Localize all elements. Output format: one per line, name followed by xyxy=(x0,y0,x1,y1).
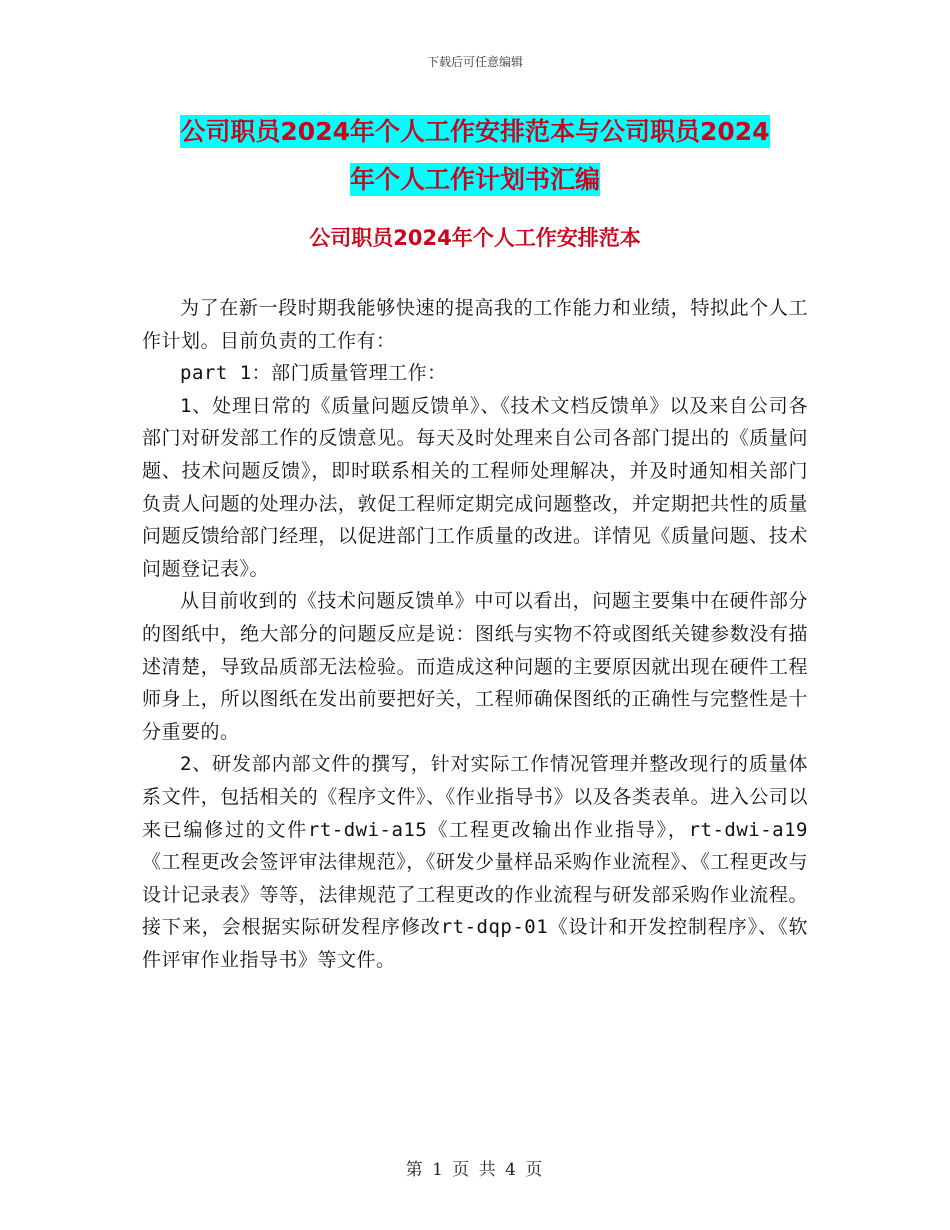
paragraph-item-1: 1、处理日常的《质量问题反馈单》、《技术文档反馈单》以及来自公司各部门对研发部工作的反馈意见。每天及时处理来自公司各部门提出的《质量问题、技术问题反馈》，即时联系相关的工程师处理解决，并及时通知相关部门负责人问题的处理办法，敦促工程师定期完成问题整改，并定期把共性的质量问题反馈给部门经理，以促进部门工作质量的改进。详情见《质量问题、技术问题登记表》。 xyxy=(142,394,808,580)
document-title-line-1: 公司职员2024年个人工作安排范本与公司职员2024 xyxy=(180,117,770,146)
page-number-footer: 第 1 页 共 4 页 xyxy=(405,1160,545,1180)
paragraph-part-1: part 1：部门质量管理工作： xyxy=(180,362,447,385)
paragraph-item-2: 2、研发部内部文件的撰写，针对实际工作情况管理并整改现行的质量体系文件，包括相关的《程序文件》、《作业指导书》以及各类表单。进入公司以来已编修过的文件rt-dwi-a15《工程更改输出作业指导》，rt-dwi-a19《工程更改会签评审法律规范》，《研发少量样品采购作业流程》、《工程更改与设计记录表》等等，法律规范了工程更改的作业流程与研发部采购作业流程。接下来，会根据实际研发程序修改rt-dqp-01《设计和开发控制程序》、《软件评审作业指导书》等文件。 xyxy=(142,753,808,971)
paragraph-intro: 为了在新一段时期我能够快速的提高我的工作能力和业绩，特拟此个人工作计划。目前负责的工作有： xyxy=(142,297,808,352)
paragraph-analysis: 从目前收到的《技术问题反馈单》中可以看出，问题主要集中在硬件部分的图纸中，绝大部分的问题反应是说：图纸与实物不符或图纸关键参数没有描述清楚，导致品质部无法检验。而造成这种问题的主要原因就出现在硬件工程师身上，所以图纸在发出前要把好关，工程师确保图纸的正确性与完整性是十分重要的。 xyxy=(142,590,808,743)
body-text xyxy=(142,292,808,976)
document-title-line-2: 年个人工作计划书汇编 xyxy=(349,165,600,194)
document-title xyxy=(140,108,810,204)
header-note: 下载后可任意编辑 xyxy=(426,55,523,69)
section-title: 公司职员2024年个人工作安排范本 xyxy=(309,226,641,250)
